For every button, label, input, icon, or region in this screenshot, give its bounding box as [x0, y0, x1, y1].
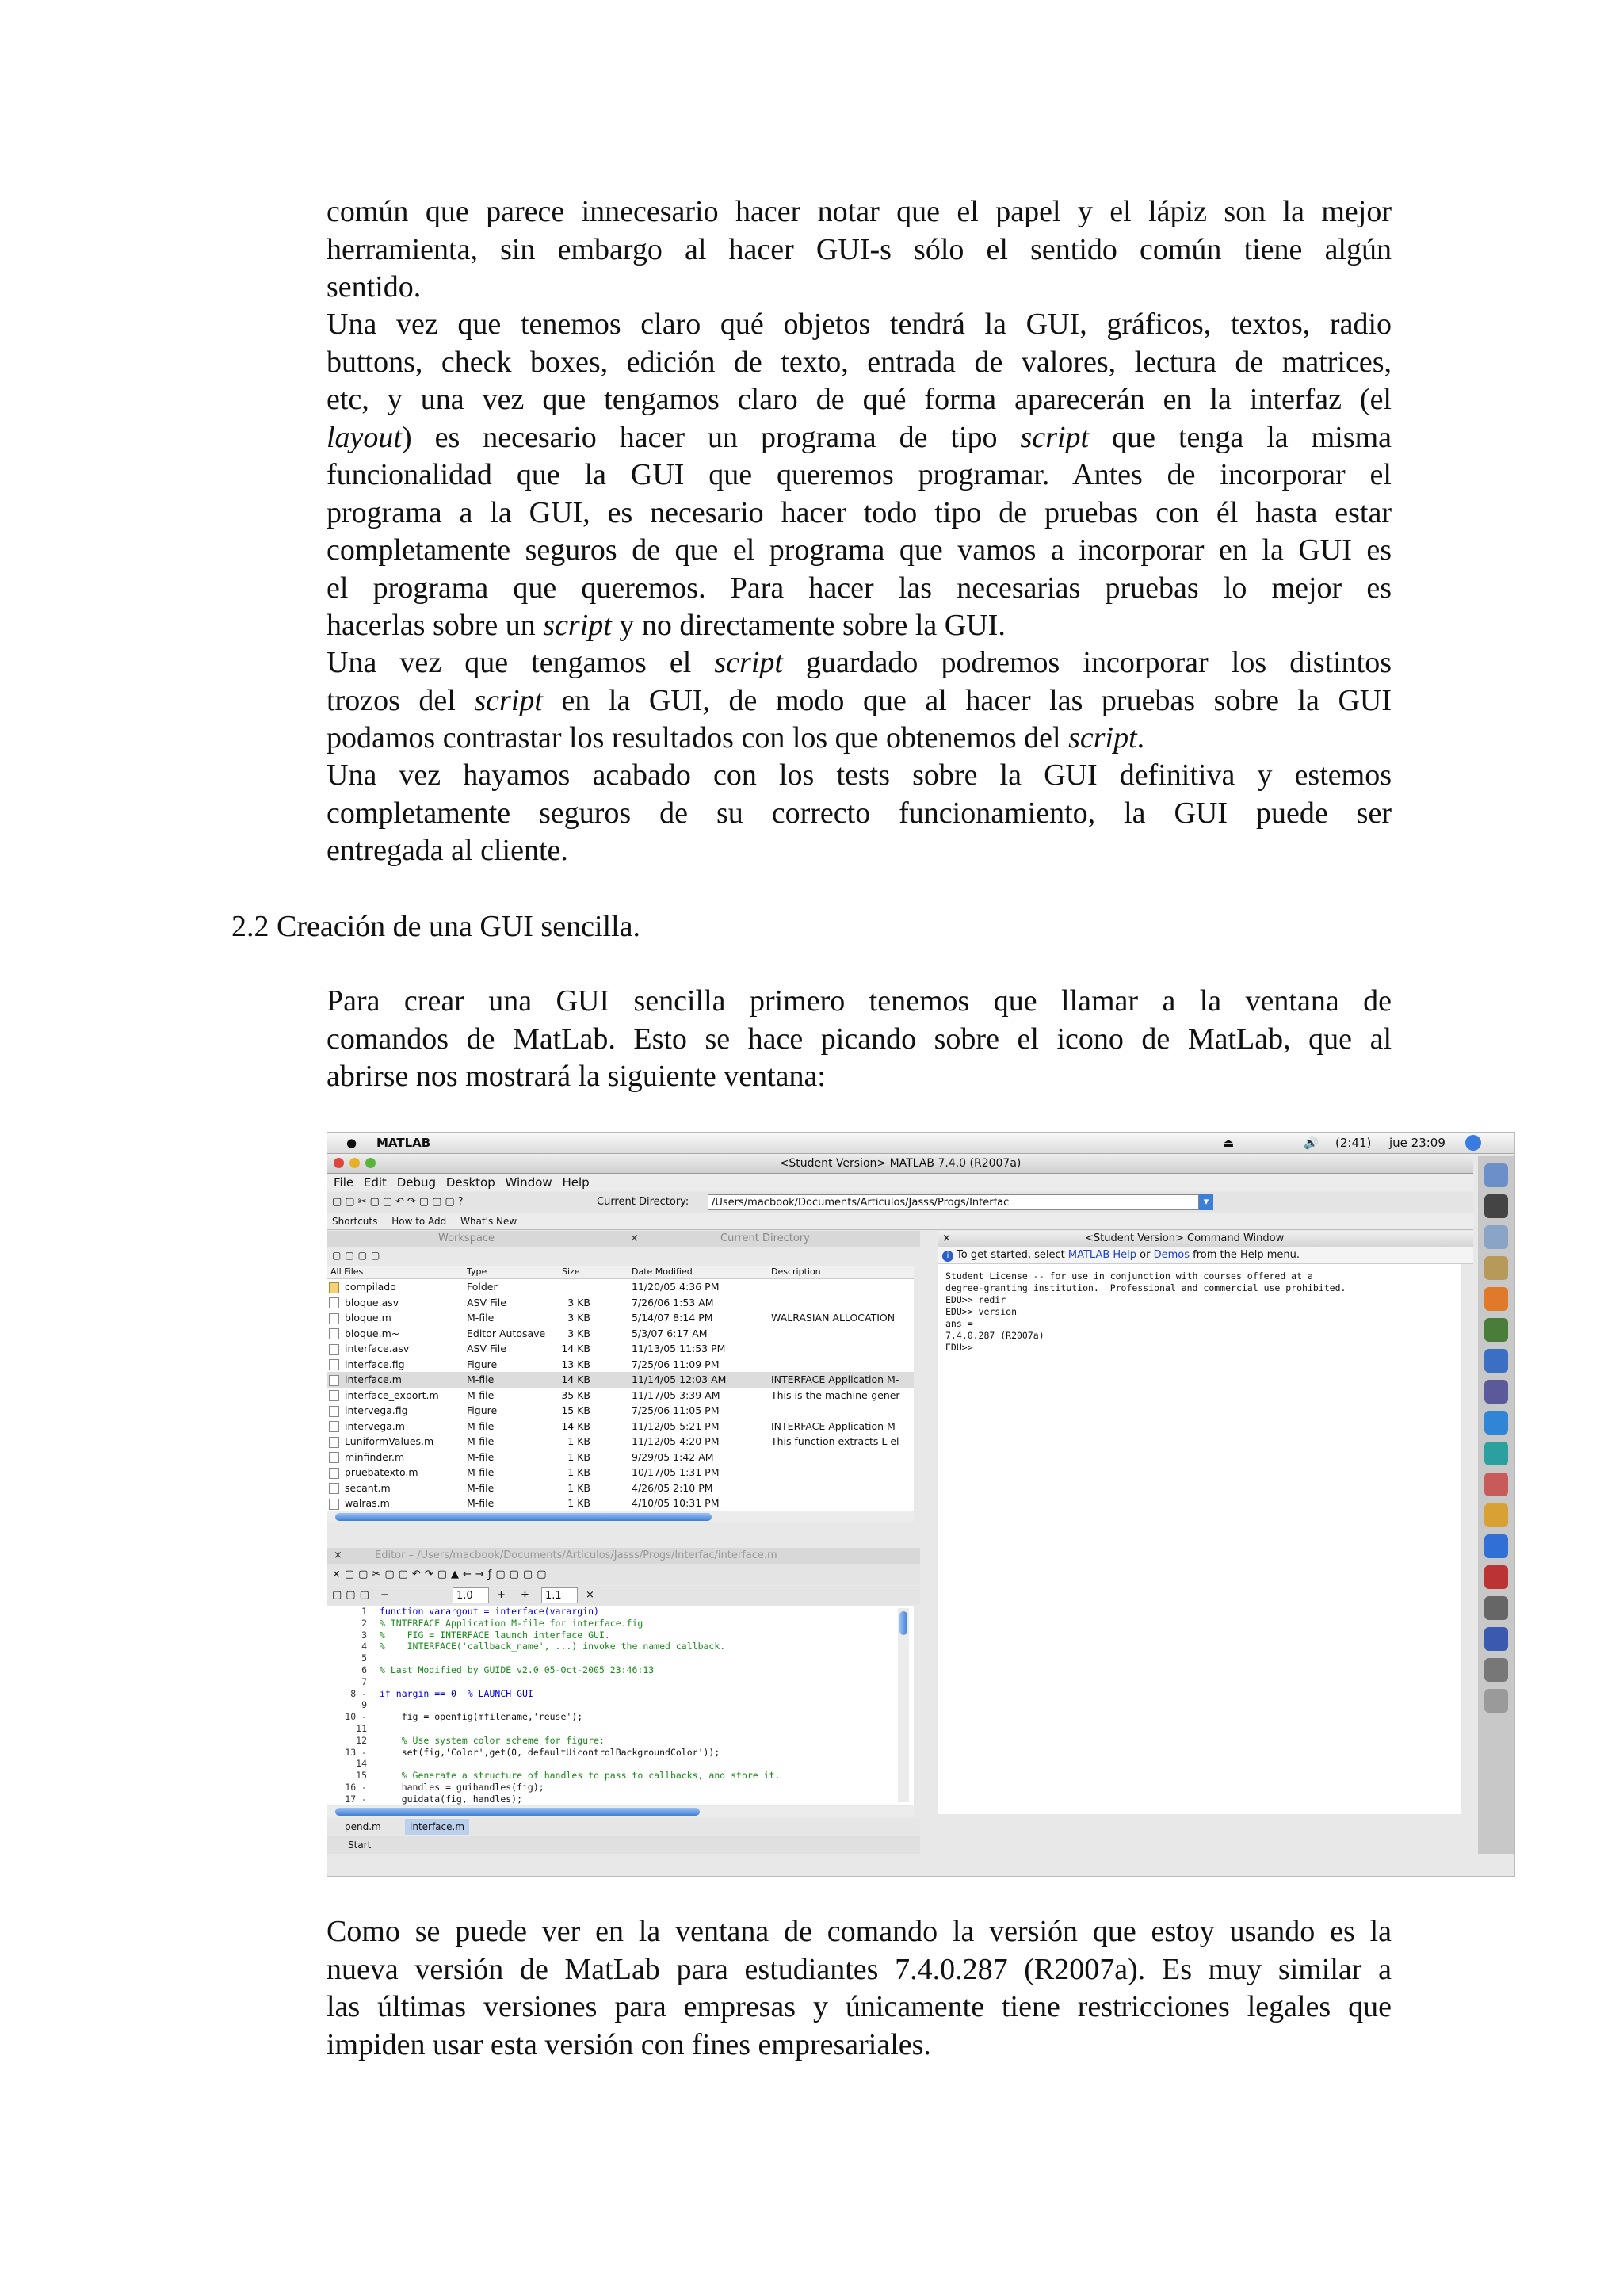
paragraph-line: Para crear una GUI sencilla primero tenemos que llamar a la ventana de — [327, 984, 1392, 1018]
italic-term: script — [543, 609, 612, 642]
command-window-title: <Student Version> Command Window — [1085, 1232, 1285, 1244]
file-type: ASV File — [467, 1296, 506, 1308]
mac-menubar — [327, 1133, 1514, 1154]
shortcuts-bar — [327, 1213, 1473, 1230]
file-row[interactable] — [327, 1465, 914, 1480]
code-text: handles = guihandles(fig); — [380, 1781, 544, 1793]
file-type: Folder — [467, 1281, 498, 1293]
code-text: guidata(fig, handles); — [380, 1793, 523, 1805]
code-line — [327, 1782, 914, 1794]
file-date: 5/3/07 6:17 AM — [632, 1327, 708, 1339]
file-size: 14 KB — [561, 1343, 590, 1354]
section-heading: 2.2 Creación de una GUI sencilla. — [231, 910, 640, 943]
file-name: LuniformValues.m — [345, 1435, 434, 1447]
shortcuts-label[interactable]: Shortcuts — [332, 1216, 378, 1227]
code-text: % INTERFACE Application M-file for interface.fig — [380, 1617, 643, 1629]
command-output-line: 7.4.0.287 (R2007a) — [945, 1330, 1044, 1341]
col-description[interactable]: Description — [771, 1266, 821, 1277]
code-line — [327, 1794, 914, 1805]
paragraph-line: las últimas versiones para empresas y únicamente tiene restricciones legales que — [327, 1990, 1392, 2023]
line-number: 11 — [356, 1722, 367, 1734]
code-line — [327, 1688, 914, 1700]
dock-app-icon[interactable] — [1484, 1318, 1508, 1342]
tab-current-directory[interactable]: Current Directory — [720, 1232, 810, 1244]
italic-term: script — [474, 683, 543, 717]
italic-term: layout — [327, 420, 402, 454]
info-icon: i — [942, 1251, 953, 1262]
file-size: 14 KB — [561, 1373, 590, 1385]
file-type: M-file — [467, 1389, 495, 1401]
code-line — [327, 1758, 914, 1770]
mac-dock — [1478, 1156, 1514, 1854]
code-editor[interactable] — [327, 1606, 914, 1805]
line-number: 5 — [361, 1652, 367, 1664]
dock-app-icon[interactable] — [1484, 1473, 1508, 1496]
tab-interface-m[interactable]: interface.m — [405, 1819, 469, 1835]
file-date: 9/29/05 1:42 AM — [632, 1450, 714, 1463]
command-output-line: EDU>> — [945, 1342, 973, 1353]
line-number: 4 — [361, 1641, 367, 1652]
file-size: 1 KB — [567, 1497, 590, 1509]
workspace-toolbar — [327, 1247, 920, 1265]
file-date: 10/17/05 1:31 PM — [632, 1466, 720, 1478]
line-number: 2 — [361, 1617, 367, 1629]
file-size: 1 KB — [567, 1481, 590, 1494]
file-name: interface.m — [345, 1373, 402, 1385]
file-date: 4/26/05 2:10 PM — [632, 1481, 713, 1494]
dock-app-icon[interactable] — [1484, 1163, 1508, 1187]
col-all-files[interactable]: All Files — [330, 1266, 364, 1277]
whats-new-link[interactable]: What's New — [460, 1216, 517, 1227]
eject-icon[interactable]: ⏏ — [1223, 1136, 1235, 1150]
matlab-menu — [327, 1174, 1473, 1191]
code-line — [327, 1618, 914, 1629]
paragraph-line: etc, y una vez que tengamos claro de qué forma aparecerán en la interfaz (el — [327, 383, 1392, 416]
code-line — [327, 1606, 914, 1618]
close-icon[interactable]: × — [334, 1549, 342, 1561]
italic-term: script — [1020, 420, 1090, 454]
times-icon[interactable]: × — [586, 1589, 594, 1601]
file-size: 35 KB — [561, 1389, 590, 1401]
line-number: 15 — [356, 1770, 367, 1782]
paragraph-line: común que parece innecesario hacer notar que el papel y el lápiz son la mejor — [327, 195, 1392, 228]
file-row[interactable] — [327, 1326, 914, 1342]
code-line — [327, 1664, 914, 1676]
file-row[interactable] — [327, 1279, 914, 1295]
code-text: if nargin == 0 % LAUNCH GUI — [380, 1687, 533, 1699]
paragraph-6 — [327, 1913, 1392, 2064]
start-button[interactable]: Start — [348, 1839, 372, 1851]
file-row[interactable] — [327, 1357, 914, 1373]
dock-app-icon[interactable] — [1484, 1225, 1508, 1249]
file-date: 7/25/06 11:09 PM — [632, 1358, 720, 1370]
line-number: 10 - — [345, 1711, 367, 1723]
code-line — [327, 1735, 914, 1747]
editor-titlebar — [327, 1548, 920, 1564]
file-date: 7/25/06 11:05 PM — [632, 1404, 720, 1416]
tab-pend-m[interactable]: pend.m — [345, 1821, 381, 1832]
matlab-help-link[interactable]: MATLAB Help — [1067, 1249, 1137, 1261]
file-icon — [329, 1452, 339, 1463]
close-icon[interactable]: × — [942, 1232, 951, 1244]
scroll-thumb[interactable] — [335, 1808, 700, 1816]
col-date[interactable]: Date Modified — [632, 1266, 693, 1277]
command-output-line: EDU>> version — [945, 1306, 1018, 1317]
file-date: 11/12/05 4:20 PM — [632, 1435, 720, 1447]
current-dir-label: Current Directory: — [597, 1196, 689, 1208]
code-line — [327, 1723, 914, 1735]
paragraph-line: layout) es necesario hacer un programa de tipo script que tenga la misma — [327, 420, 1392, 454]
dock-app-icon[interactable] — [1484, 1349, 1508, 1373]
col-type[interactable]: Type — [467, 1266, 487, 1277]
file-row[interactable] — [327, 1310, 914, 1326]
file-icon — [329, 1468, 339, 1479]
command-output-line: Student License -- for use in conjunction with courses offered at a — [945, 1270, 1313, 1282]
file-name: interface.fig — [345, 1358, 405, 1370]
file-row[interactable] — [327, 1434, 914, 1450]
window-titlebar — [327, 1154, 1473, 1174]
how-to-add-link[interactable]: How to Add — [391, 1216, 447, 1227]
menu-edit[interactable]: Edit — [363, 1175, 387, 1190]
file-size: 14 KB — [561, 1419, 590, 1432]
step-input-2[interactable]: 1.1 — [541, 1587, 578, 1603]
paragraph-4 — [327, 757, 1392, 870]
line-number: 12 — [356, 1734, 367, 1746]
cell-toolbar-icons[interactable]: ▢▢▢ − — [332, 1589, 393, 1601]
paragraph-1 — [327, 193, 1392, 307]
file-icon — [329, 1359, 339, 1370]
paragraph-line: herramienta, sin embargo al hacer GUI-s sólo el sentido común tiene algún — [327, 232, 1392, 266]
folder-icon — [329, 1282, 339, 1293]
file-row[interactable] — [327, 1496, 914, 1511]
paragraph-line: Una vez hayamos acabado con los tests sobre la GUI definitiva y estemos — [327, 758, 1392, 792]
file-name: bloque.m — [345, 1312, 391, 1324]
file-name: pruebatexto.m — [345, 1466, 418, 1478]
file-date: 11/20/05 4:36 PM — [632, 1281, 720, 1293]
zoom-window-button[interactable] — [365, 1158, 376, 1168]
file-name: walras.m — [345, 1497, 390, 1509]
file-date: 4/10/05 10:31 PM — [632, 1497, 720, 1509]
file-date: 11/12/05 5:21 PM — [632, 1419, 720, 1432]
code-line — [327, 1629, 914, 1641]
command-output-line: EDU>> redir — [945, 1294, 1006, 1305]
paragraph-line: completamente seguros de su correcto funcionamiento, la GUI puede ser — [327, 796, 1392, 830]
file-type: M-file — [467, 1419, 495, 1432]
editor-toolbar — [327, 1564, 920, 1585]
line-number: 8 - — [350, 1687, 367, 1699]
paragraph-line: entregada al cliente. — [327, 834, 568, 867]
code-line — [327, 1711, 914, 1723]
file-type: M-file — [467, 1373, 495, 1385]
file-type: Figure — [467, 1404, 498, 1416]
volume-icon[interactable]: 🔊 — [1304, 1136, 1319, 1150]
paragraph-line: trozos del script en la GUI, de modo que al hacer las pruebas sobre la GUI — [327, 683, 1392, 717]
file-size: 1 KB — [567, 1466, 590, 1478]
file-desc: WALRASIAN ALLOCATION — [771, 1312, 896, 1324]
cell-toolbar — [327, 1586, 920, 1605]
file-type: M-file — [467, 1466, 495, 1478]
file-name: secant.m — [345, 1481, 391, 1494]
paragraph-3 — [327, 644, 1392, 758]
dock-app-icon[interactable] — [1484, 1411, 1508, 1435]
col-size[interactable]: Size — [562, 1266, 580, 1277]
code-line — [327, 1641, 914, 1652]
menu-file[interactable]: File — [334, 1175, 354, 1190]
code-hscroll[interactable] — [327, 1806, 914, 1817]
command-output-line: degree-granting institution. Professional and commercial use prohibited. — [945, 1282, 1346, 1293]
dir-dropdown-icon[interactable]: ▾ — [1199, 1194, 1213, 1210]
paragraph-line: podamos contrastar los resultados con los que obtenemos del script. — [327, 721, 1145, 755]
italic-term: script — [714, 646, 783, 679]
app-menu-name[interactable]: MATLAB — [376, 1136, 431, 1150]
paragraph-line: funcionalidad que la GUI que queremos programar. Antes de incorporar el — [327, 458, 1392, 491]
file-icon — [329, 1328, 339, 1339]
file-size: 13 KB — [561, 1358, 590, 1370]
file-date: 11/14/05 12:03 AM — [632, 1373, 727, 1385]
file-desc: INTERFACE Application M- — [771, 1419, 899, 1432]
file-name: intervega.m — [345, 1419, 405, 1432]
start-bar — [327, 1836, 920, 1854]
file-row[interactable] — [327, 1480, 914, 1496]
file-desc: INTERFACE Application M- — [771, 1373, 899, 1385]
file-row[interactable] — [327, 1295, 914, 1311]
file-icon — [329, 1499, 339, 1510]
paragraph-line: hacerlas sobre un script y no directamente sobre la GUI. — [327, 609, 1006, 642]
dock-app-icon[interactable] — [1484, 1689, 1508, 1713]
file-name: interface_export.m — [345, 1389, 439, 1401]
file-name: compilado — [345, 1281, 396, 1293]
dock-app-icon[interactable] — [1484, 1534, 1508, 1558]
file-date: 11/13/05 11:53 PM — [632, 1343, 726, 1354]
plus-icon[interactable]: + — [497, 1589, 506, 1601]
dock-app-icon[interactable] — [1484, 1256, 1508, 1280]
code-text: set(fig,'Color',get(0,'defaultUicontrolBackgroundColor')); — [380, 1746, 720, 1758]
file-row[interactable] — [327, 1388, 914, 1404]
dock-app-icon[interactable] — [1484, 1658, 1508, 1682]
file-row[interactable] — [327, 1450, 914, 1465]
file-row[interactable] — [327, 1419, 914, 1435]
file-list-header — [327, 1266, 914, 1279]
main-toolbar — [327, 1192, 1473, 1213]
paragraph-line: Como se puede ver en la ventana de comando la versión que estoy usando es la — [327, 1915, 1392, 1948]
file-icon — [329, 1390, 339, 1401]
file-icon — [329, 1375, 339, 1386]
code-line — [327, 1652, 914, 1664]
paragraph-line: programa a la GUI, es necesario hacer todo tipo de pruebas con él hasta estar — [327, 495, 1392, 529]
file-type: Figure — [467, 1358, 498, 1370]
file-name: minfinder.m — [345, 1450, 405, 1463]
dock-app-icon[interactable] — [1484, 1627, 1508, 1651]
code-line — [327, 1770, 914, 1782]
code-vscroll[interactable] — [898, 1608, 909, 1802]
paragraph-5 — [327, 983, 1392, 1096]
command-window-titlebar — [938, 1231, 1473, 1247]
file-row[interactable] — [327, 1403, 914, 1419]
workspace-tabs — [327, 1231, 920, 1247]
file-icon — [329, 1483, 339, 1494]
paragraph-line: buttons, check boxes, edición de texto, entrada de valores, lectura de matrices, — [327, 345, 1392, 379]
dock-app-icon[interactable] — [1484, 1503, 1508, 1527]
paragraph-line: abrirse nos mostrará la siguiente ventana: — [327, 1060, 826, 1093]
file-type: M-file — [467, 1450, 495, 1463]
dock-app-icon[interactable] — [1484, 1442, 1508, 1465]
file-icon — [329, 1313, 339, 1324]
line-number: 16 - — [345, 1781, 367, 1793]
editor-tabs — [327, 1819, 920, 1835]
line-number: 17 - — [345, 1793, 367, 1805]
dock-app-icon[interactable] — [1484, 1194, 1508, 1218]
file-name: intervega.fig — [345, 1404, 408, 1416]
file-name: bloque.m~ — [345, 1327, 400, 1339]
menu-help[interactable]: Help — [562, 1175, 590, 1190]
divide-icon[interactable]: ÷ — [521, 1589, 529, 1601]
window-title: <Student Version> MATLAB 7.4.0 (R2007a) — [779, 1157, 1022, 1170]
file-type: M-file — [467, 1481, 495, 1494]
close-icon[interactable]: × — [630, 1232, 639, 1244]
code-text: % Last Modified by GUIDE v2.0 05-Oct-2005 23:46:13 — [380, 1664, 655, 1675]
file-size: 3 KB — [567, 1327, 590, 1339]
file-name: bloque.asv — [345, 1296, 399, 1308]
matlab-screenshot — [327, 1132, 1515, 1877]
italic-term: script — [1068, 721, 1137, 755]
code-text: function varargout = interface(varargin) — [380, 1606, 599, 1617]
file-row[interactable] — [327, 1341, 914, 1357]
paragraph-line: nueva versión de MatLab para estudiantes 7.4.0.287 (R2007a). Es muy similar a — [327, 1952, 1392, 1986]
file-icon — [329, 1437, 339, 1448]
file-icon — [329, 1421, 339, 1432]
file-size: 3 KB — [567, 1296, 590, 1308]
paragraph-line: completamente seguros de que el programa que vamos a incorporar en la GUI es — [327, 533, 1392, 567]
step-input-1[interactable]: 1.0 — [453, 1587, 489, 1603]
scroll-thumb[interactable] — [899, 1611, 907, 1635]
paragraph-2 — [327, 306, 1392, 645]
line-number: 7 — [361, 1675, 367, 1687]
file-type: M-file — [467, 1497, 495, 1509]
line-number: 9 — [361, 1699, 367, 1711]
code-line — [327, 1747, 914, 1759]
close-window-button[interactable] — [334, 1158, 344, 1168]
file-desc: This is the machine-gener — [771, 1389, 900, 1401]
line-number: 13 - — [345, 1746, 367, 1758]
line-number: 1 — [361, 1606, 367, 1617]
dock-app-icon[interactable] — [1484, 1380, 1508, 1404]
file-date: 7/26/06 1:53 AM — [632, 1296, 714, 1308]
code-text: % FIG = INTERFACE launch interface GUI. — [380, 1629, 610, 1641]
dock-app-icon[interactable] — [1484, 1596, 1508, 1620]
code-line — [327, 1699, 914, 1711]
file-name: interface.asv — [345, 1343, 410, 1354]
code-text: % INTERFACE('callback_name', ...) invoke the named callback. — [380, 1641, 726, 1652]
file-icon — [329, 1297, 339, 1308]
file-icon — [329, 1406, 339, 1417]
editor-title: Editor – /Users/macbook/Documents/Articulos/Jasss/Progs/Interfac/interface.m — [375, 1549, 777, 1561]
code-text: fig = openfig(mfilename,'reuse'); — [380, 1711, 583, 1723]
paragraph-line: impiden usar esta versión con fines empresariales. — [327, 2027, 931, 2061]
line-number: 6 — [361, 1664, 367, 1675]
folder-tools-icons[interactable]: ▢▢▢▢ — [332, 1250, 384, 1261]
paragraph-line: sentido. — [327, 270, 422, 304]
file-size: 1 KB — [567, 1435, 590, 1447]
file-type: M-file — [467, 1312, 495, 1324]
file-size: 1 KB — [567, 1450, 590, 1463]
file-list-hscroll[interactable] — [327, 1511, 914, 1522]
file-list — [327, 1279, 914, 1511]
command-window[interactable] — [938, 1264, 1461, 1814]
file-desc: This function extracts L el — [771, 1435, 899, 1447]
demos-link[interactable]: Demos — [1153, 1249, 1190, 1261]
file-icon — [329, 1344, 339, 1355]
spotlight-icon[interactable] — [1465, 1135, 1481, 1151]
command-output-line: ans = — [945, 1318, 973, 1329]
code-text: % Use system color scheme for figure: — [380, 1734, 605, 1746]
minimize-window-button[interactable] — [349, 1158, 360, 1168]
menubar-clock[interactable]: jue 23:09 — [1389, 1136, 1445, 1150]
file-type: ASV File — [467, 1343, 506, 1354]
code-text: % Generate a structure of handles to pass to callbacks, and store it. — [380, 1770, 781, 1782]
paragraph-line: el programa que queremos. Para hacer las necesarias pruebas lo mejor es — [327, 571, 1392, 605]
battery-status[interactable]: (2:41) — [1335, 1136, 1372, 1150]
menu-debug[interactable]: Debug — [396, 1175, 437, 1190]
file-date: 5/14/07 8:14 PM — [632, 1312, 713, 1324]
apple-icon[interactable]: ● — [346, 1136, 357, 1150]
tab-workspace[interactable]: Workspace — [438, 1232, 495, 1244]
line-number: 3 — [361, 1629, 367, 1641]
file-size: 3 KB — [567, 1312, 590, 1324]
command-window-info: i To get started, select MATLAB Help or Demos from the Help menu. — [938, 1247, 1473, 1264]
scroll-thumb[interactable] — [335, 1513, 712, 1521]
file-type: Editor Autosave — [467, 1327, 546, 1339]
editor-toolbar-icons[interactable]: ×▢▢✂▢▢↶↷▢▲←→ƒ▢▢▢▢ — [332, 1568, 551, 1580]
dock-app-icon[interactable] — [1484, 1565, 1508, 1589]
paragraph-line: Una vez que tenemos claro qué objetos tendrá la GUI, gráficos, textos, radio — [327, 308, 1392, 341]
code-line — [327, 1676, 914, 1688]
dock-app-icon[interactable] — [1484, 1287, 1508, 1311]
menu-window[interactable]: Window — [505, 1175, 552, 1190]
toolbar-icons[interactable]: ▢▢✂▢▢↶↷▢▢▢? — [332, 1196, 467, 1208]
file-type: M-file — [467, 1435, 495, 1447]
file-date: 11/17/05 3:39 AM — [632, 1389, 720, 1401]
paragraph-line: Una vez que tengamos el script guardado podremos incorporar los distintos — [327, 646, 1392, 679]
paragraph-line: comandos de MatLab. Esto se hace picando sobre el icono de MatLab, que al — [327, 1022, 1392, 1056]
line-number: 14 — [356, 1758, 367, 1770]
menu-desktop[interactable]: Desktop — [445, 1175, 495, 1190]
current-dir-input[interactable]: /Users/macbook/Documents/Articulos/Jasss/Progs/Interfac — [708, 1194, 1199, 1210]
file-row[interactable] — [327, 1372, 914, 1388]
file-size: 15 KB — [561, 1404, 590, 1416]
